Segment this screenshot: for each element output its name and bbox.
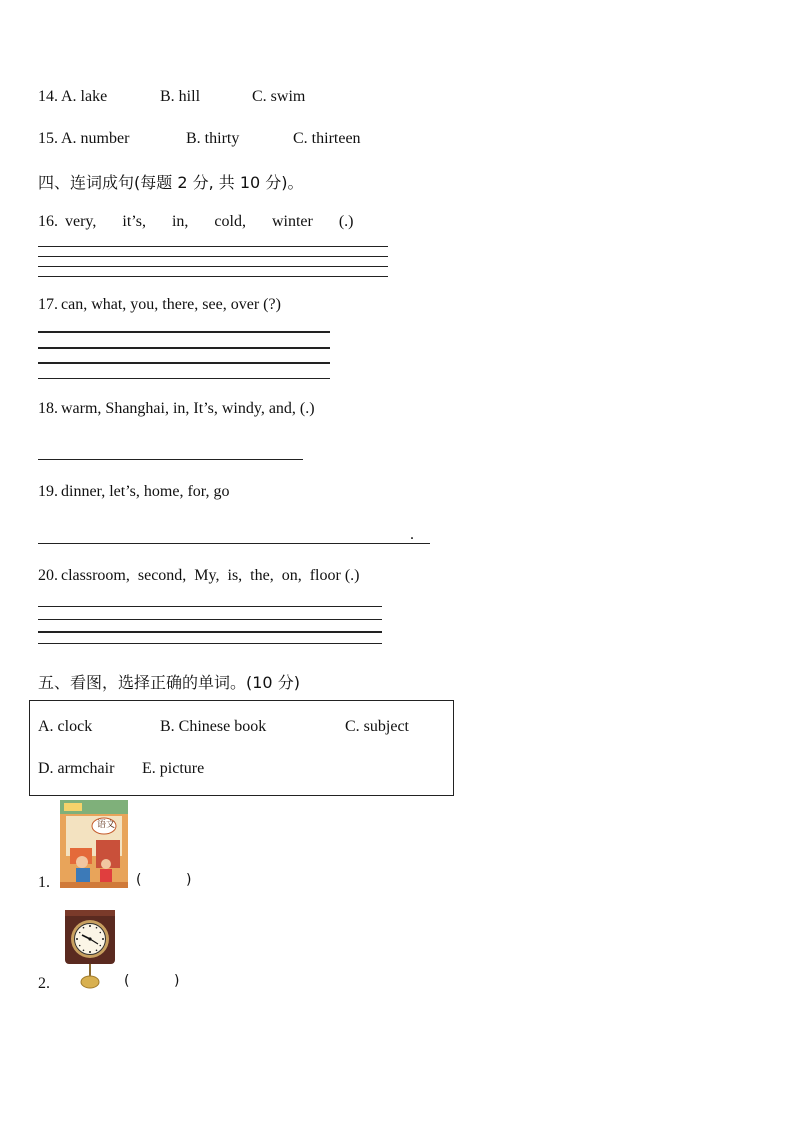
chinese-book-title: 语文	[97, 820, 116, 830]
q18-words: warm, Shanghai, in, It’s, windy, and, (.)	[61, 400, 315, 417]
q15-number: 15.	[38, 130, 58, 147]
q20-answer-line[interactable]	[38, 631, 382, 633]
pic-item-1-answer-paren[interactable]: ( )	[136, 872, 192, 888]
q14-option-b: B. hill	[160, 88, 201, 105]
q15-option-b: B. thirty	[186, 130, 240, 147]
q16-answer-line[interactable]	[38, 266, 388, 267]
q17-answer-line[interactable]	[38, 347, 330, 349]
q16-answer-line[interactable]	[38, 246, 388, 247]
pic-item-1-number: 1.	[38, 874, 50, 891]
q16-word: very,	[65, 213, 97, 230]
word-option-c: C. subject	[345, 718, 409, 735]
word-option-e: E. picture	[142, 760, 205, 777]
q17-answer-line[interactable]	[38, 362, 330, 364]
q17-number: 17.	[38, 296, 58, 313]
word-option-d: D. armchair	[38, 760, 115, 777]
q16-word: in,	[171, 213, 189, 230]
q20-answer-line[interactable]	[38, 643, 382, 644]
pic-item-2-answer-paren[interactable]: ( )	[124, 973, 180, 989]
q17-answer-line[interactable]	[38, 378, 330, 379]
pic-item-2-number: 2.	[38, 975, 50, 992]
q17-answer-line[interactable]	[38, 331, 330, 333]
section5-heading: 五、看图，选择正确的单词。(10 分)	[38, 673, 300, 692]
q16-answer-line[interactable]	[38, 256, 388, 257]
q16-word: cold,	[214, 213, 246, 230]
section4-heading: 四、连词成句(每题 2 分, 共 10 分)。	[38, 173, 304, 192]
q20-answer-line[interactable]	[38, 619, 382, 620]
q16-words	[65, 213, 379, 231]
q16-number: 16.	[38, 213, 58, 230]
word-option-a: A. clock	[38, 718, 93, 735]
q20-answer-line[interactable]	[38, 606, 382, 607]
q16-word: winter	[271, 213, 313, 230]
q17-words: can, what, you, there, see, over (?)	[61, 296, 281, 313]
q18-number: 18.	[38, 400, 58, 417]
q18-answer-line[interactable]	[38, 459, 303, 460]
pendulum-clock-image	[62, 908, 118, 990]
q19-end-mark: .	[410, 526, 414, 543]
q20-words: classroom, second, My, is, the, on, floor (.)	[61, 567, 360, 584]
q15-option-a: A. number	[61, 130, 130, 147]
q16-word: it’s,	[122, 213, 146, 230]
q16-answer-line[interactable]	[38, 276, 388, 277]
q15-option-c: C. thirteen	[293, 130, 361, 147]
q20-number: 20.	[38, 567, 58, 584]
word-option-b: B. Chinese book	[160, 718, 267, 735]
q19-answer-line[interactable]	[38, 543, 430, 544]
q16-word: (.)	[338, 213, 354, 230]
word-bank-box	[29, 700, 454, 796]
q19-words: dinner, let’s, home, for, go	[61, 483, 230, 500]
q14-number: 14.	[38, 88, 58, 105]
q19-number: 19.	[38, 483, 58, 500]
q14-option-a: A. lake	[61, 88, 108, 105]
q14-option-c: C. swim	[252, 88, 306, 105]
chinese-book-image	[60, 800, 128, 888]
